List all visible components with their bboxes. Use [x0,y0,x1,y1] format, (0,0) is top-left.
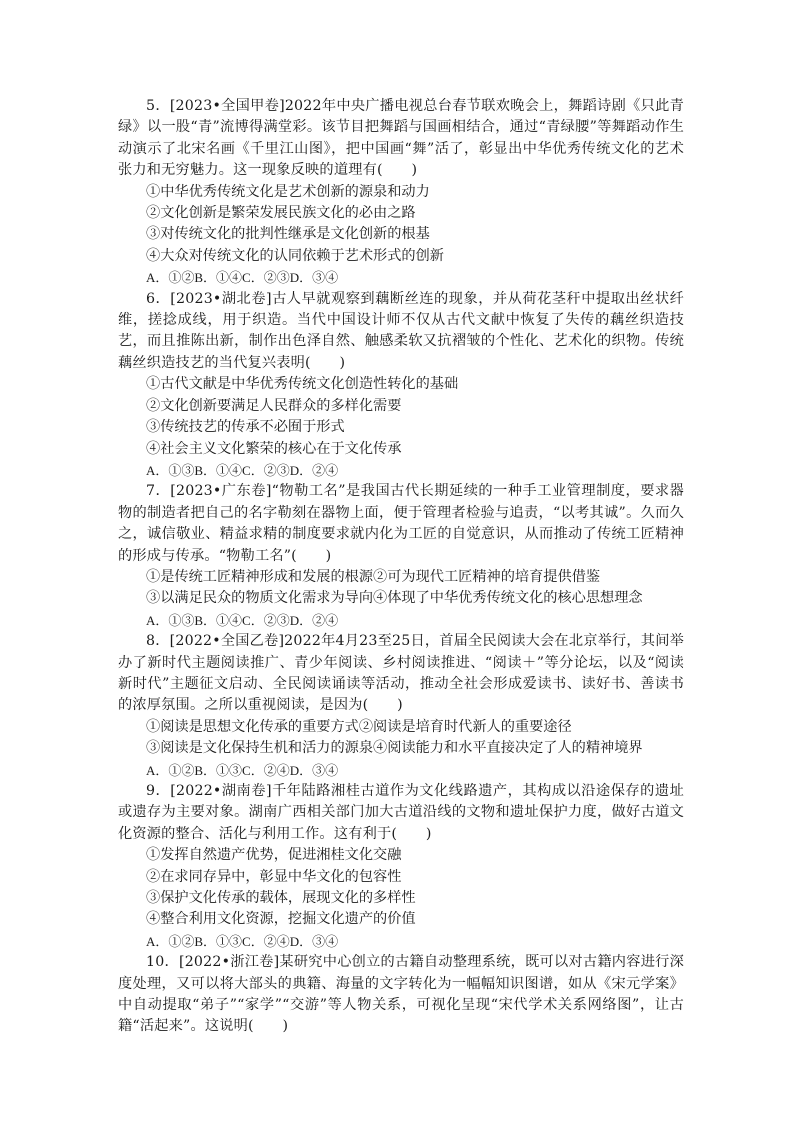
option-line: ③阅读是文化保持生机和活力的源泉④阅读能力和水平直接决定了人的精神境界 [146,740,643,757]
question-5 [118,96,684,289]
answer-choices: A．①③B．①④C．②③D．②④ [146,612,339,628]
question-stem: 10．[2022•浙江卷]某研究中心创立的古籍自动整理系统，既可以对古籍内容进行深度处理，又可以将大部头的典籍、海量的文字转化为一幅幅知识图谱，如从《宋元学案》中自动提取“弟子”“家学”“交游”等人物关系，可视化呈现“宋代学术关系网络图”，让古籍“活起来”。这说明( ) [118,954,684,1035]
question-7 [118,481,684,631]
answer-choices: A．①③B．①④C．②③D．②④ [146,462,339,478]
question-8 [118,631,684,781]
option-line: ①中华优秀传统文化是艺术创新的源泉和动力 [146,183,430,200]
option-line: ②在求同存异中，彰显中华文化的包容性 [146,868,402,885]
answer-choices: A．①②B．①③C．②④D．③④ [146,762,339,778]
option-line: ③对传统文化的批判性继承是文化创新的根基 [146,226,430,243]
option-line: ④社会主义文化繁荣的核心在于文化传承 [146,440,402,457]
answer-choices: A．①②B．①③C．②④D．③④ [146,933,339,949]
question-stem: 5．[2023•全国甲卷]2022年中央广播电视总台春节联欢晚会上，舞蹈诗剧《只此青绿》以一股“青”流博得满堂彩。该节目把舞蹈与国画相结合，通过“青绿腰”等舞蹈动作生动演示了北宋名画《千里江山图》，把中国画“舞”活了，彰显出中华优秀传统文化的艺术张力和无穷魅力。这一现象反映的道理有( ) [118,98,684,179]
option-line: ①古代文献是中华优秀传统文化创造性转化的基础 [146,376,459,393]
question-6 [118,289,684,482]
option-line: ③保护文化传承的载体，展现文化的多样性 [146,890,416,907]
option-line: ④大众对传统文化的认同依赖于艺术形式的创新 [146,247,444,264]
question-stem: 8．[2022•全国乙卷]2022年4月23至25日，首届全民阅读大会在北京举行，其间举办了新时代主题阅读推广、青少年阅读、乡村阅读推进、“阅读＋”等分论坛，以及“阅读新时代”主题征文启动、全民阅读诵读等活动，推动全社会形成爱读书、读好书、善读书的浓厚氛围。之所以重视阅读，是因为( ) [118,633,684,714]
answer-choices: A．①②B．①④C．②③D．③④ [146,270,339,286]
question-stem: 7．[2023•广东卷]“物勒工名”是我国古代长期延续的一种手工业管理制度，要求器物的制造者把自己的名字勒刻在器物上面，便于管理者检验与追责，“以考其诚”。久而久之，诚信敬业、精益求精的制度要求就内化为工匠的自觉意识，从而推动了传统工匠精神的形成与传承。“物勒工名”( ) [118,483,684,564]
question-9 [118,781,684,952]
question-stem: 9．[2022•湖南卷]千年陆路湘桂古道作为文化线路遗产，其构成以沿途保存的遗址或遗存为主要对象。湖南广西相关部门加大古道沿线的文物和遗址保护力度，做好古道文化资源的整合、活化与利用工作。这有利于( ) [118,783,684,842]
option-line: ③传统技艺的传承不必囿于形式 [146,419,345,436]
question-stem: 6．[2023•湖北卷]古人早就观察到藕断丝连的现象，并从荷花茎秆中提取出丝状纤维，搓捻成线，用于织造。当代中国设计师不仅从古代文献中恢复了失传的藕丝织造技艺，而且推陈出新，制作出色泽自然、触感柔软又抗褶皱的个性化、艺术化的织物。传统藕丝织造技艺的当代复兴表明( ) [118,290,684,371]
option-line: ①发挥自然遗产优势，促进湘桂文化交融 [146,847,402,864]
option-line: ①是传统工匠精神形成和发展的根源②可为现代工匠精神的培育提供借鉴 [146,568,601,585]
option-line: ②文化创新要满足人民群众的多样化需要 [146,397,402,414]
option-line: ③以满足民众的物质文化需求为导向④体现了中华优秀传统文化的核心思想理念 [146,590,643,607]
option-line: ②文化创新是繁荣发展民族文化的必由之路 [146,205,416,222]
option-line: ④整合利用文化资源，挖掘文化遗产的价值 [146,911,416,928]
document-page [118,96,684,1038]
question-10 [118,952,684,1038]
option-line: ①阅读是思想文化传承的重要方式②阅读是培育时代新人的重要途径 [146,718,572,735]
